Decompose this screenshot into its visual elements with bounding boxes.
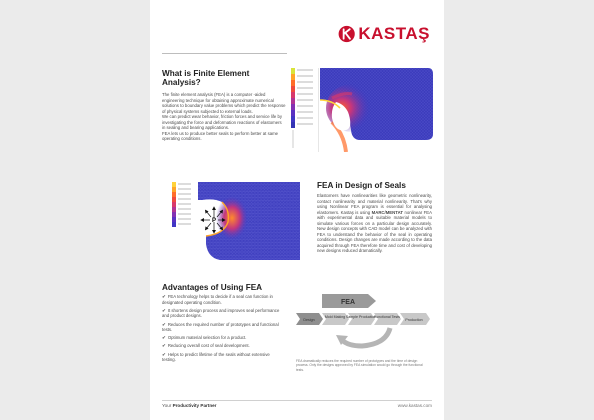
kastas-logo: [338, 22, 430, 46]
section-title-what-is-fea: [162, 69, 249, 88]
return-arrow-icon: [342, 328, 390, 346]
advantages-list: [162, 294, 284, 365]
fea-seal-simulation-image: [318, 68, 434, 152]
checkmark-icon: ✔: [162, 321, 166, 327]
list-item-text: Reduces the required number of prototypes and functional tests.: [162, 321, 279, 333]
pressure-label: P: [211, 218, 217, 224]
stress-color-scale-2: [172, 182, 191, 227]
footer-tagline: [162, 403, 216, 408]
diagram-caption: FEA dramatically reduces the required number of prototypes and the time of design process. Only the designs approved by FEA simulation would go through the functional tests.: [296, 359, 423, 372]
software-name: MARC/MENTAT: [371, 209, 403, 215]
footer-rule: [162, 400, 432, 401]
section-title-line-1: What is Finite Element: [162, 69, 250, 78]
section-title-advantages: Advantages of Using FEA: [162, 283, 263, 292]
section-body-fea-design: [317, 193, 432, 254]
header-rule: [162, 53, 287, 54]
list-item-text: Helps to predict lifetime of the seals without extensive testing.: [162, 351, 270, 363]
section-body-what-is-fea: [162, 92, 286, 142]
checkmark-icon: ✔: [162, 343, 166, 349]
section-title-line-2: Analysis?: [162, 78, 201, 88]
fea-label: FEA: [341, 299, 355, 306]
step-label: Design: [303, 318, 315, 322]
list-item: [162, 308, 284, 319]
paragraph: The finite element analysis (FEA) is a computer -aided engineering technique for obtaining approximate numerical solutions to boundary value problems which predict the response of physical systems subjected to external loads.: [162, 92, 286, 114]
tagline-bold: Productivity Partner: [172, 403, 217, 408]
checkmark-icon: ✔: [162, 307, 166, 313]
step-label: Sample Production: [345, 315, 377, 319]
step-label: Production: [405, 318, 423, 322]
checkmark-icon: ✔: [162, 335, 166, 341]
footer-website-link[interactable]: www.kastas.com: [397, 403, 432, 408]
checkmark-icon: ✔: [162, 351, 166, 357]
paragraph: FEA lets us to produce better seals to perform better at same operating conditions.: [162, 130, 279, 141]
list-item: [162, 343, 284, 349]
brand-name: KASTAŞ: [358, 24, 430, 43]
fea-process-diagram: [294, 288, 434, 358]
paragraph: We can predict wear behavior, friction forces and service life by investigating the force and deformation reactions of elastomers in sealing and bearing applications.: [162, 114, 283, 130]
list-item-text: It shortens design process and improves seal performance and product designs.: [162, 307, 280, 319]
tagline-prefix: Your: [162, 403, 172, 408]
section-title-fea-design: FEA in Design of Seals: [317, 181, 406, 190]
paragraph-part: Elastomers have nonlinearities like geometric nonlinearity, contact nonlinearity and material nonlinearity. That's why using Nonlinear FEA program is essential for analysing elastomers. Kastaş is using: [317, 193, 432, 215]
list-item: [162, 322, 284, 333]
kastas-logo-mark-icon: [338, 24, 355, 44]
list-item: [162, 352, 284, 363]
brochure-page: [150, 0, 444, 420]
stress-color-scale-1: [291, 68, 317, 148]
list-item: [162, 294, 284, 305]
list-item-text: FEA technology helps to decide if a seal can function in designated operating condition.: [162, 294, 273, 305]
paragraph-part: nonlinear FEA with experimental data and suitable material models to simulate various forces on a particular design accurately. New design concepts with CAD model can be analyzed with FEA to understand the behavior of the seal in operating conditions. Design changes are made according to the data acquired through FEA therefore time and cost of developing new designs reduced dramatically.: [317, 209, 432, 253]
step-label: Mold Making: [324, 315, 346, 319]
checkmark-icon: ✔: [162, 294, 166, 299]
list-item-text: Reducing overall cost of seal development.: [167, 343, 250, 349]
list-item: [162, 335, 284, 341]
step-label: Functional Tests: [374, 315, 400, 319]
list-item-text: Optimum material selection for a product.: [167, 335, 247, 341]
fea-pressure-simulation-image: [162, 180, 302, 262]
